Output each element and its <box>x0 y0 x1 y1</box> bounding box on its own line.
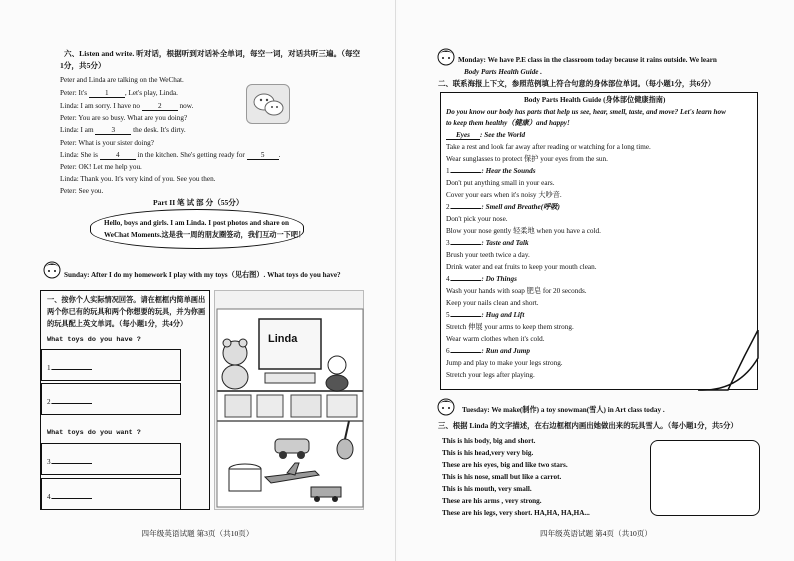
item-3-line-1: Brush your teeth twice a day. <box>446 251 530 259</box>
item-4-line-2: Keep your nails clean and short. <box>446 299 539 307</box>
cloud-text-2: WeChat Moments.这是我一周的朋友圈签动，我们互动一下吧！ <box>104 231 306 239</box>
dialog-line-2: Linda: I am sorry. I have no 2 now. <box>60 102 194 110</box>
part-2-heading: Part II 笔 试 部 分（55分） <box>153 198 244 207</box>
blank-2[interactable]: 2 <box>142 102 178 111</box>
item-1-line-1: Don't put anything small in your ears. <box>446 179 555 187</box>
snowman-line-4: This is his nose, small but like a carrot. <box>442 473 562 481</box>
monday-prompt-1: Monday: We have P.E class in the classroom today because it rains outside. We learn <box>458 56 717 64</box>
dialog-line-9: Peter: See you. <box>60 187 104 195</box>
blank-item-2[interactable] <box>451 208 481 209</box>
item-2-line-2: Blow your nose gently 轻柔地 when you have a cold. <box>446 227 601 235</box>
sunday-prompt: Sunday: After I do my homework I play with my toys（见右图）. What toys do you have? <box>64 271 341 279</box>
blank-1[interactable]: 1 <box>89 89 125 98</box>
section-2-title: 二、联系海报上下文，参照范例填上符合句意的身体部位单词。（每小题1分，共6分） <box>438 79 716 88</box>
tuesday-prompt: Tuesday: We make(制作) a toy snowman(雪人) in Art class today . <box>462 406 665 414</box>
dialog-line-8: Linda: Thank you. It's very kind of you. See you then. <box>60 175 216 183</box>
blank-4[interactable]: 4 <box>100 151 136 160</box>
blank-item-6[interactable] <box>451 352 481 353</box>
question-want: What toys do you want ? <box>47 429 141 437</box>
guide-intro-2: to keep them healthy（健康）and happy! <box>446 119 570 127</box>
item-6-line-2: Stretch your legs after playing. <box>446 371 535 379</box>
item-1-line-2: Cover your ears when it's noisy 大吵音. <box>446 191 562 199</box>
blank-item-3[interactable] <box>451 244 481 245</box>
item-2-heading: 2. : Smell and Breathe(呼吸) <box>446 203 560 211</box>
dialog-line-5: Peter: What is your sister doing? <box>60 139 154 147</box>
page-4-footer: 四年级英语试题 第4页（共10页） <box>539 529 652 539</box>
snowman-drawing-box[interactable] <box>650 440 760 516</box>
snowman-line-7: These are his legs, very short. HA,HA, HA,HA... <box>442 509 590 517</box>
blank-item-1[interactable] <box>451 172 481 173</box>
example-line-1: Take a rest and look far away after reading or watching for a long time. <box>446 143 651 151</box>
page-3 <box>0 0 396 561</box>
snowman-line-3: These are his eyes, big and like two stars. <box>442 461 568 469</box>
item-5-line-1: Stretch 伸展 your arms to keep them strong. <box>446 323 574 331</box>
dialog-intro: Peter and Linda are talking on the WeChat. <box>60 76 184 84</box>
snowman-line-5: This is his mouth, very small. <box>442 485 532 493</box>
answer-1: 1. <box>47 364 92 372</box>
monitor-linda-label: Linda <box>268 333 298 345</box>
section-1-title-3: 的玩具配上英文单词。（每小题1分，共4分） <box>47 320 188 328</box>
girl-avatar-icon <box>436 396 456 416</box>
question-have: What toys do you have ? <box>47 336 141 344</box>
section-3-title: 三、根据 Linda 的文字描述，在右边框框内画出她做出来的玩具雪人。（每小题1分，共5分） <box>438 421 738 430</box>
item-2-line-1: Don't pick your nose. <box>446 215 508 223</box>
item-3-line-2: Drink water and eat fruits to keep your mouth clean. <box>446 263 597 271</box>
toy-shelf-illustration <box>214 290 364 510</box>
item-1-heading: 1. : Hear the Sounds <box>446 167 536 175</box>
cloud-text-1: Hello, boys and girls. I am Linda. I post photos and share on <box>104 219 289 227</box>
answer-4: 4. <box>47 493 92 501</box>
item-5-heading: 5. : Hug and Lift <box>446 311 525 319</box>
answer-1-blank[interactable] <box>52 369 92 370</box>
page-curl-decoration <box>698 330 760 392</box>
linda-speech-cloud <box>90 209 304 249</box>
snowman-line-1: This is his body, big and short. <box>442 437 536 445</box>
blank-5[interactable]: 5 <box>247 151 279 160</box>
example-word: Eyes <box>446 131 480 140</box>
blank-3[interactable]: 3 <box>95 126 131 135</box>
answer-3: 3. <box>47 458 92 466</box>
dialog-line-7: Peter: OK! Let me help you. <box>60 163 142 171</box>
dialog-line-4: Linda: I am 3 the desk. It's dirty. <box>60 126 186 134</box>
section-1-title-1: 一、按你个人实际情况回答。请在框框内简单画出 <box>47 296 206 304</box>
item-4-heading: 4. : Do Things <box>446 275 517 283</box>
monday-prompt-2: Body Parts Health Guide . <box>464 68 543 76</box>
section-6-title-cont: 1分，共5分） <box>60 61 106 70</box>
section-6-title: 六、Listen and write. 听对话，根据听到对话补全单词，每空一词，对话共听三遍。（每空 <box>64 49 361 58</box>
dialog-line-3: Peter: You are so busy. What are you doing? <box>60 114 188 122</box>
dialog-line-1: Peter: It's 1 , Let's play, Linda. <box>60 89 178 97</box>
guide-title: Body Parts Health Guide (身体部位健康指南) <box>524 96 666 104</box>
item-3-heading: 3. : Taste and Talk <box>446 239 529 247</box>
page-4 <box>398 0 794 561</box>
item-6-heading: 6. : Run and Jump <box>446 347 530 355</box>
girl-avatar-icon <box>436 46 456 66</box>
answer-3-blank[interactable] <box>52 463 92 464</box>
example-line-2: Wear sunglasses to protect 保护 your eyes from the sun. <box>446 155 608 163</box>
blank-item-4[interactable] <box>451 280 481 281</box>
answer-2: 2. <box>47 398 92 406</box>
snowman-line-2: This is his head,very very big. <box>442 449 534 457</box>
guide-intro-1: Do you know our body has parts that help us see, hear, smell, taste, and move? Let's learn how <box>446 108 726 116</box>
wechat-logo-icon <box>246 84 290 124</box>
answer-2-blank[interactable] <box>52 403 92 404</box>
section-1-title-2: 两个你已有的玩具和两个你想要的玩具，并为你画 <box>47 308 206 316</box>
example-heading: Eyes : See the World <box>446 131 525 140</box>
item-5-line-2: Wear warm clothes when it's cold. <box>446 335 545 343</box>
item-4-line-1: Wash your hands with soap 肥皂 for 20 seconds. <box>446 287 587 295</box>
snowman-line-6: These are his arms , very strong. <box>442 497 542 505</box>
girl-avatar-icon <box>42 259 62 279</box>
item-6-line-1: Jump and play to make your legs strong. <box>446 359 563 367</box>
answer-4-blank[interactable] <box>52 498 92 499</box>
blank-item-5[interactable] <box>451 316 481 317</box>
page-3-footer: 四年级英语试题 第3页（共10页） <box>141 529 254 539</box>
dialog-line-6: Linda: She is 4 in the kitchen. She's getting ready for 5 . <box>60 151 281 159</box>
